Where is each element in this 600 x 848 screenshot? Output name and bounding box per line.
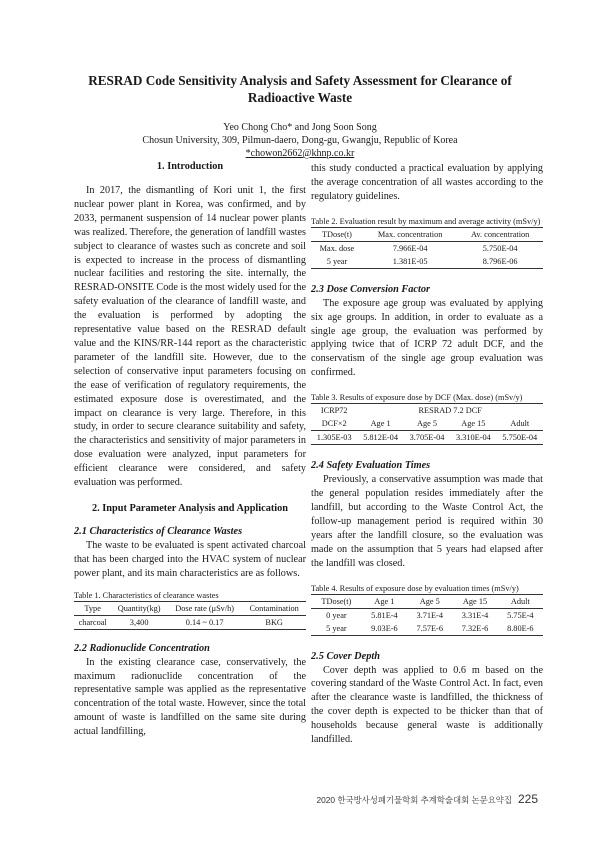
paper-title: RESRAD Code Sensitivity Analysis and Safety Assessment for Clearance of Radioactive Waste <box>88 73 512 105</box>
table3-group-header: RESRAD 7.2 DCF <box>357 404 543 418</box>
subsection-heading-2-1: 2.1 Characteristics of Clearance Wastes <box>74 525 243 537</box>
table4-header: Age 1 <box>362 594 407 608</box>
table3-header: Age 1 <box>357 417 403 431</box>
author-email[interactable]: *chowon2662@khnp.co.kr <box>245 148 355 159</box>
table2-cell: 8.796E-06 <box>457 255 543 269</box>
table1-cell: 0.14 ~ 0.17 <box>167 615 242 629</box>
table3-header: Adult <box>497 417 543 431</box>
table4-cell: 5 year <box>311 622 362 636</box>
section-heading-input-parameter: 2. Input Parameter Analysis and Application <box>91 502 289 514</box>
table4-cell: 8.80E-6 <box>498 622 543 636</box>
table1-cell: charcoal <box>74 615 111 629</box>
table3-cell: 5.750E-04 <box>497 431 543 445</box>
table4-cell: 9.03E-6 <box>362 622 407 636</box>
table1-header: Contamination <box>242 601 306 615</box>
table2-cell: 5.750E-04 <box>482 243 518 253</box>
table3-header: DCF×2 <box>311 417 357 431</box>
table3-cell: 3.310E-04 <box>450 431 496 445</box>
table2-cell: 7.966E-04 <box>392 243 428 253</box>
table-2 <box>311 227 543 269</box>
right-column <box>311 162 543 747</box>
page-number: 225 <box>517 792 538 806</box>
table4-cell: 7.57E-6 <box>407 622 452 636</box>
table1-header: Quantity(kg) <box>111 601 167 615</box>
table4-cell: 7.32E-6 <box>452 622 497 636</box>
table-4 <box>311 594 543 636</box>
table2-cell: Max. dose <box>319 243 355 253</box>
table-3 <box>311 403 543 445</box>
table1-cell: 3,400 <box>111 615 167 629</box>
introduction-paragraph: In 2017, the dismantling of Kori unit 1, the first nuclear power plant in Korea, was confirmed, and by 2033, permanent suspension of 14 nuclear power plants was realized. Therefore, the generation of landfill wastes subject to clearance of wastes such as concrete and soil is expected to increase in the process of dismantling nuclear facilities and restoring the site. internally, the RESRAD-ONSITE Code is the most widely used for the safety evaluation of the clearance of landfill waste, and the evaluation is performed by adopting the representative value based on the RESRAD default value and the KINS/RR-144 report as the characteristic parameter of the landfill site. However, due to the selection of conservative input parameters focusing on the ease of verification of regulatory requirements, the estimated exposure dose is overestimated, and the impact on clearance is very large. Therefore, in this study, in order to secure clearance suitability and safety, the characteristics and sensitivity of major parameters in dose evaluation were analyzed, input parameters for efficient clearance were considered, and safety evaluation was performed. <box>74 185 306 489</box>
table1-caption: Table 1. Characteristics of clearance wastes <box>74 590 219 600</box>
table4-cell: 0 year <box>326 610 347 620</box>
table3-header: ICRP72 <box>311 404 357 418</box>
table4-header: Age 15 <box>452 594 497 608</box>
footer-proceedings: 2020 한국방사성폐기물학회 추계학술대회 논문요약집 <box>316 795 512 805</box>
left-column <box>74 160 306 739</box>
paragraph-2-2-continued: this study conducted a practical evaluation by applying the average concentration of all wastes according to the regulatory guidelines. <box>311 163 543 202</box>
table4-cell: 3.71E-4 <box>416 610 443 620</box>
table2-header: Max. concentration <box>363 227 457 241</box>
table3-cell: 5.812E-04 <box>357 431 403 445</box>
table3-header: Age 15 <box>450 417 496 431</box>
table2-header: Av. concentration <box>457 227 543 241</box>
table2-header: TDose(t) <box>311 227 363 241</box>
table2-cell: 5 year <box>311 255 363 269</box>
page-footer <box>316 792 538 806</box>
table1-cell: BKG <box>242 615 306 629</box>
table2-caption: Table 2. Evaluation result by maximum and average activity (mSv/y) <box>311 216 541 226</box>
table3-caption: Table 3. Results of exposure dose by DCF (Max. dose) (mSv/y) <box>311 393 523 403</box>
table4-cell: 3.31E-4 <box>461 610 489 620</box>
subsection-heading-2-3: 2.3 Dose Conversion Factor <box>311 283 430 295</box>
table1-header: Dose rate (μSv/h) <box>167 601 242 615</box>
table4-caption: Table 4. Results of exposure dose by evaluation times (mSv/y) <box>311 583 519 593</box>
paragraph-2-4: Previously, a conservative assumption was made that the general population resides immediately after the landfill, but according to the Waste Control Act, the follow-up management period is required within 30 years after the landfill closure, so the evaluation was made on the assumption that 5 years had elapsed after the landfill was closed. <box>311 474 543 569</box>
section-heading-introduction: 1. Introduction <box>156 161 224 172</box>
table4-header: Age 5 <box>407 594 452 608</box>
table3-cell: 3.705E-04 <box>404 431 450 445</box>
table4-cell: 5.81E-4 <box>371 610 398 620</box>
subsection-heading-2-5: 2.5 Cover Depth <box>311 650 380 662</box>
table3-header: Age 5 <box>404 417 450 431</box>
table3-cell: 1.305E-03 <box>311 431 357 445</box>
table2-cell: 1.381E-05 <box>363 255 457 269</box>
paragraph-2-5: Cover depth was applied to 0.6 m based on the covering standard of the Waste Control Act. In fact, even after the clearance waste is landfilled, the thickness of the cover depth is expected to be thicker than that of households because general waste is additionally landfilled. <box>311 664 543 746</box>
table-1 <box>74 601 306 630</box>
paragraph-2-3: The exposure age group was evaluated by applying six age groups. In addition, in order to evaluate as a single age group, the evaluation was performed by applying twice that of ICRP 72 adult DCF, and the conservatism of the single age group evaluation was confirmed. <box>311 297 543 379</box>
author-affiliation: Chosun University, 309, Pilmun-daero, Dong-gu, Gwangju, Republic of Korea <box>142 135 458 146</box>
table4-cell: 5.75E-4 <box>507 610 534 620</box>
subsection-heading-2-4: 2.4 Safety Evaluation Times <box>311 460 431 472</box>
table4-header: TDose(t) <box>311 594 362 608</box>
table4-header: Adult <box>498 594 543 608</box>
subsection-heading-2-2: 2.2 Radionuclide Concentration <box>74 642 210 654</box>
paragraph-2-2: In the existing clearance case, conservatively, the maximum radionuclide concentration of the representative sample was applied as the representative concentration of the total waste. However, since the total amount of waste is landfilled on the same site during actual landfilling, <box>74 656 306 738</box>
author-names: Yeo Chong Cho* and Jong Soon Song <box>223 122 377 133</box>
table1-header: Type <box>74 601 111 615</box>
author-block <box>60 121 540 160</box>
paragraph-2-1: The waste to be evaluated is spent activated charcoal that has been charged into the HVAC system of nuclear power plant, and its main characteristics are as follows. <box>74 539 306 579</box>
